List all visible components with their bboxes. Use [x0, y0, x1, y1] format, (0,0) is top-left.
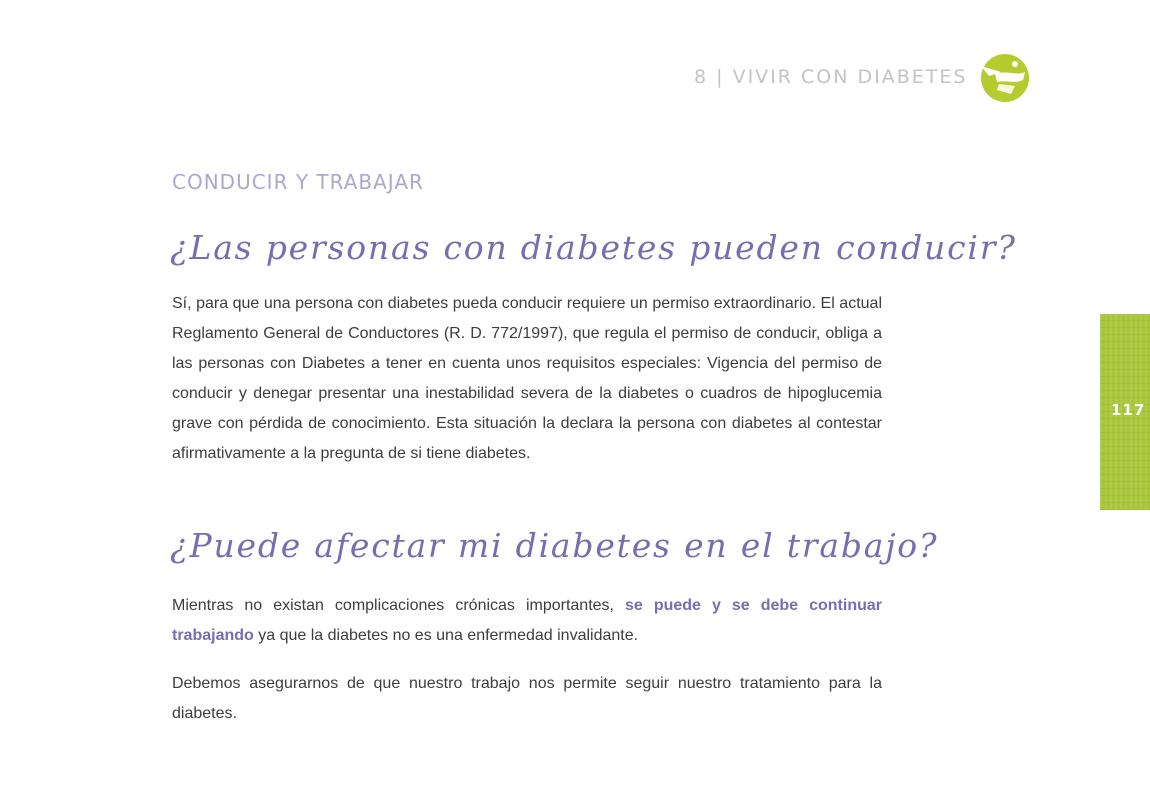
answer-paragraph-work-2: Debemos asegurarnos de que nuestro trabajo nos permite seguir nuestro tratamiento para la diabetes. — [172, 675, 882, 722]
chapter-logo-icon — [975, 50, 1031, 106]
answer-paragraph-work — [172, 591, 882, 651]
answer-paragraph-driving: Sí, para que una persona con diabetes pueda conducir requiere un permiso extraordinario. El actual Reglamento General de Conductores (R. D. 772/1997), que regula el permiso de conducir, obliga a las personas con Diabetes a tener en cuenta unos requisitos especiales: Vigencia del permiso de conducir y denegar presentar una inestabilidad severa de la diabetes o cuadros de hipoglucemia grave con pérdida de conocimiento. Esta situación la declara la persona con diabetes al contestar afirmativamente a la pregunta de si tiene diabetes. — [172, 295, 882, 462]
question-heading-driving: ¿Las personas con diabetes pueden conducir? — [170, 228, 1017, 267]
answer-text-start: Mientras no existan complicaciones crónicas importantes, — [172, 597, 626, 614]
section-label: CONDUCIR Y TRABAJAR — [172, 170, 424, 194]
chapter-title: 8 | VIVIR CON DIABETES — [694, 66, 968, 88]
page-number: 117 — [1111, 401, 1146, 419]
answer-emphasis: se puede y se debe continuar trabajando — [172, 597, 882, 644]
answer-text-end: ya que la diabetes no es una enfermedad invalidante. — [253, 627, 639, 644]
question-heading-work: ¿Puede afectar mi diabetes en el trabajo? — [170, 526, 939, 565]
